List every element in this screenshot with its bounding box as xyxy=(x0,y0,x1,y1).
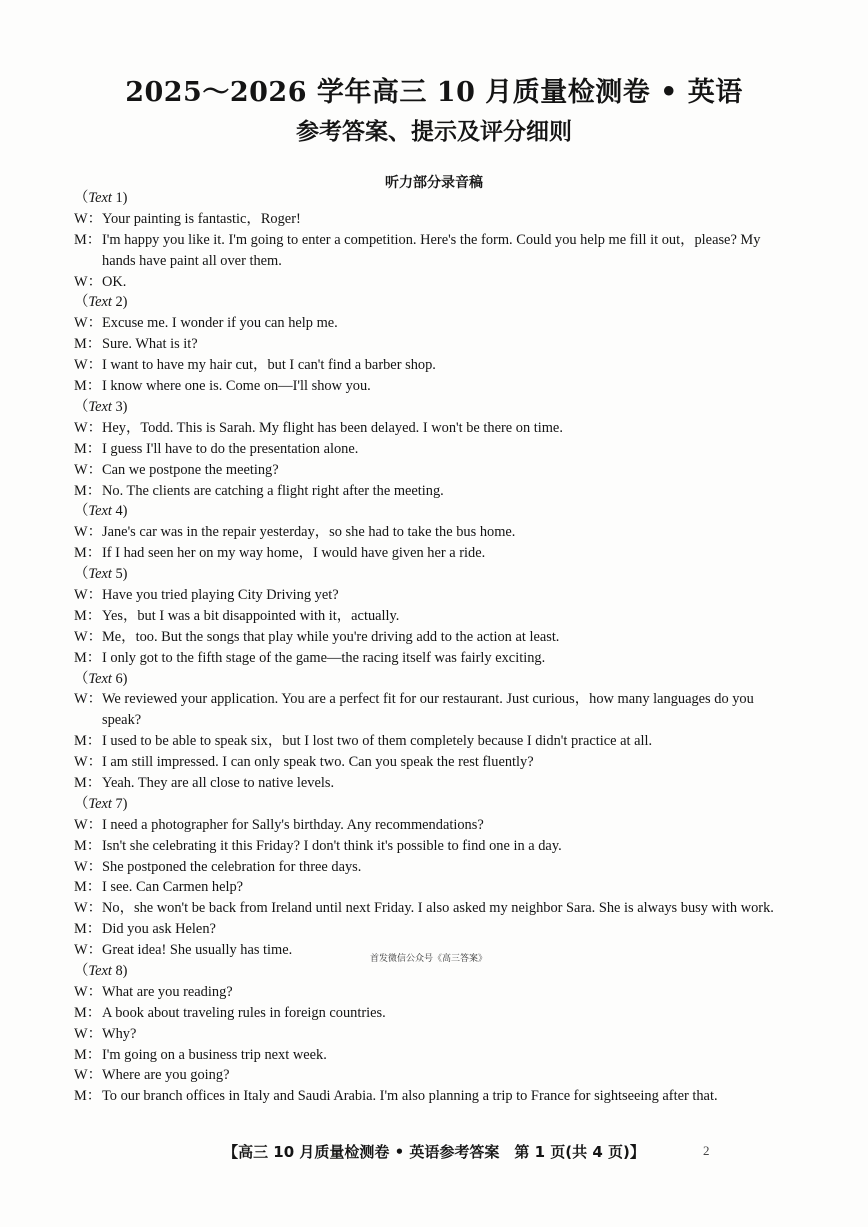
text-section-label xyxy=(74,292,796,313)
dialogue-text: I'm going on a business trip next week. xyxy=(102,1046,327,1063)
dialogue-line xyxy=(74,877,796,898)
dialogue-line xyxy=(74,773,796,794)
dialogue-line xyxy=(74,731,796,752)
dialogue-text: Your painting is fantastic，Roger! xyxy=(102,210,301,227)
label-word: Text xyxy=(88,566,112,583)
dialogue-line xyxy=(74,1024,796,1045)
dialogue-text: Did you ask Helen? xyxy=(102,921,216,938)
label-paren: （ xyxy=(74,294,89,311)
label-paren: （ xyxy=(74,670,89,687)
dialogue-line xyxy=(74,481,796,502)
speaker-tag: W： xyxy=(74,419,102,436)
dialogue-line xyxy=(74,982,796,1003)
dialogue-line xyxy=(74,439,796,460)
speaker-tag: M： xyxy=(74,440,102,457)
dialogue-text: Sure. What is it? xyxy=(102,336,198,353)
dialogue-text: Isn't she celebrating it this Friday? I don't think it's possible to find one in a day. xyxy=(102,837,562,854)
dialogue-text: I'm happy you like it. I'm going to enter a competition. Here's the form. Could you help me fill it out，please? My hands have paint all over them. xyxy=(102,231,761,269)
page-footer: 【高三 10 月质量检测卷 • 英语参考答案 第 1 页(共 4 页)】 xyxy=(223,1143,645,1161)
dialogue-line xyxy=(74,522,796,543)
dialogue-text: I guess I'll have to do the presentation alone. xyxy=(102,440,359,457)
dialogue-line xyxy=(74,313,796,334)
page-mark: 2 xyxy=(703,1143,710,1158)
dialogue-text: Where are you going? xyxy=(102,1067,230,1084)
dialogue-line xyxy=(74,334,796,355)
speaker-tag: M： xyxy=(74,1004,102,1021)
speaker-tag: M： xyxy=(74,545,102,562)
dialogue-line xyxy=(74,648,796,669)
document-title: 2025～2026 学年高三 10 月质量检测卷 • 英语 xyxy=(125,77,743,108)
listening-transcript xyxy=(74,188,796,1107)
dialogue-line xyxy=(74,209,796,230)
speaker-tag: W： xyxy=(74,858,102,875)
dialogue-text: Can we postpone the meeting? xyxy=(102,461,279,478)
label-number: 7) xyxy=(111,795,128,812)
speaker-tag: W： xyxy=(74,1067,102,1084)
dialogue-line xyxy=(74,1065,796,1086)
dialogue-text: Yes，but I was a bit disappointed with it，actually. xyxy=(102,607,400,624)
dialogue-text: I used to be able to speak six，but I lost two of them completely because I didn't practice at all. xyxy=(102,733,653,750)
dialogue-text: I see. Can Carmen help? xyxy=(102,879,244,896)
label-paren: （ xyxy=(74,190,89,206)
label-paren: （ xyxy=(74,503,89,520)
dialogue-text: What are you reading? xyxy=(102,983,233,1000)
dialogue-line xyxy=(74,836,796,857)
label-word: Text xyxy=(88,294,112,311)
speaker-tag: W： xyxy=(74,586,102,603)
label-number: 5) xyxy=(111,566,128,583)
speaker-tag: M： xyxy=(74,607,102,624)
dialogue-text: If I had seen her on my way home，I would have given her a ride. xyxy=(102,545,486,562)
text-section-label xyxy=(74,669,796,690)
speaker-tag: W： xyxy=(74,357,102,374)
dialogue-text: Excuse me. I wonder if you can help me. xyxy=(102,315,338,332)
dialogue-text: She postponed the celebration for three days. xyxy=(102,858,362,875)
dialogue-line xyxy=(74,627,796,648)
speaker-tag: M： xyxy=(74,231,102,248)
speaker-tag: M： xyxy=(74,1088,102,1105)
dialogue-text: Jane's car was in the repair yesterday，so she had to take the bus home. xyxy=(102,524,516,541)
dialogue-text: To our branch offices in Italy and Saudi Arabia. I'm also planning a trip to France for sightseeing after that. xyxy=(102,1088,718,1105)
label-number: 8) xyxy=(111,963,128,980)
dialogue-text: Me，too. But the songs that play while you're driving add to the action at least. xyxy=(102,628,560,645)
label-number: 2) xyxy=(111,294,128,311)
label-word: Text xyxy=(88,503,112,520)
dialogue-line xyxy=(74,418,796,439)
speaker-tag: W： xyxy=(74,524,102,541)
dialogue-text: No，she won't be back from Ireland until next Friday. I also asked my neighbor Sara. She is always busy with work. xyxy=(102,900,774,917)
speaker-tag: M： xyxy=(74,336,102,353)
speaker-tag: M： xyxy=(74,879,102,896)
watermark-text: 首发微信公众号《高三答案》 xyxy=(370,954,488,964)
dialogue-text: I know where one is. Come on—I'll show you. xyxy=(102,378,371,395)
label-number: 4) xyxy=(111,503,128,520)
dialogue-text: A book about traveling rules in foreign countries. xyxy=(102,1004,386,1021)
speaker-tag: W： xyxy=(74,210,102,227)
speaker-tag: W： xyxy=(74,900,102,917)
dialogue-text: Hey，Todd. This is Sarah. My flight has been delayed. I won't be there on time. xyxy=(102,419,563,436)
speaker-tag: W： xyxy=(74,691,102,708)
dialogue-text: Yeah. They are all close to native levels. xyxy=(102,775,335,791)
speaker-tag: W： xyxy=(74,942,102,959)
speaker-tag: W： xyxy=(74,461,102,478)
dialogue-line xyxy=(74,606,796,627)
speaker-tag: W： xyxy=(74,816,102,833)
dialogue-line xyxy=(74,376,796,397)
dialogue-text: Great idea! She usually has time. xyxy=(102,942,293,959)
dialogue-line xyxy=(74,585,796,606)
text-section-label xyxy=(74,397,796,418)
speaker-tag: W： xyxy=(74,628,102,645)
speaker-tag: W： xyxy=(74,315,102,332)
speaker-tag: M： xyxy=(74,482,102,499)
dialogue-line xyxy=(74,857,796,878)
label-word: Text xyxy=(88,398,112,415)
dialogue-text: I want to have my hair cut，but I can't find a barber shop. xyxy=(102,357,436,374)
text-section-label xyxy=(74,188,796,209)
label-paren: （ xyxy=(74,795,89,812)
speaker-tag: W： xyxy=(74,983,102,1000)
dialogue-line xyxy=(74,355,796,376)
label-paren: （ xyxy=(74,398,89,415)
dialogue-line xyxy=(74,543,796,564)
dialogue-text: Have you tried playing City Driving yet? xyxy=(102,586,339,603)
speaker-tag: M： xyxy=(74,837,102,854)
label-number: 1) xyxy=(111,190,128,206)
dialogue-line xyxy=(74,1045,796,1066)
document-subtitle: 参考答案、提示及评分细则 xyxy=(296,119,572,145)
label-number: 3) xyxy=(111,398,128,415)
label-word: Text xyxy=(88,190,112,206)
label-paren: （ xyxy=(74,963,89,980)
text-section-label xyxy=(74,501,796,522)
dialogue-line xyxy=(74,815,796,836)
label-number: 6) xyxy=(111,670,128,687)
text-section-label xyxy=(74,794,796,815)
dialogue-line xyxy=(74,898,796,919)
text-section-label xyxy=(74,961,796,982)
dialogue-text: I only got to the fifth stage of the game—the racing itself was fairly exciting. xyxy=(102,649,546,666)
dialogue-line xyxy=(74,230,796,272)
dialogue-text: No. The clients are catching a flight right after the meeting. xyxy=(102,482,444,499)
text-section-label xyxy=(74,564,796,585)
label-paren: （ xyxy=(74,566,89,583)
dialogue-line xyxy=(74,919,796,940)
dialogue-text: I need a photographer for Sally's birthday. Any recommendations? xyxy=(102,816,484,833)
dialogue-text: I am still impressed. I can only speak two. Can you speak the rest fluently? xyxy=(102,754,534,771)
speaker-tag: W： xyxy=(74,1025,102,1042)
section-title: 听力部分录音稿 xyxy=(385,175,483,191)
dialogue-line xyxy=(74,689,796,731)
dialogue-line xyxy=(74,272,796,293)
label-word: Text xyxy=(88,795,112,812)
dialogue-line xyxy=(74,1003,796,1024)
dialogue-line xyxy=(74,752,796,773)
speaker-tag: M： xyxy=(74,775,102,791)
dialogue-text: We reviewed your application. You are a perfect fit for our restaurant. Just curious，how many languages do you speak? xyxy=(102,691,754,729)
speaker-tag: M： xyxy=(74,378,102,395)
label-word: Text xyxy=(88,963,112,980)
speaker-tag: W： xyxy=(74,754,102,771)
dialogue-text: Why? xyxy=(102,1025,137,1042)
speaker-tag: M： xyxy=(74,921,102,938)
speaker-tag: W： xyxy=(74,273,102,290)
label-word: Text xyxy=(88,670,112,687)
speaker-tag: M： xyxy=(74,649,102,666)
dialogue-text: OK. xyxy=(102,273,127,290)
dialogue-line xyxy=(74,1086,796,1107)
dialogue-line xyxy=(74,460,796,481)
speaker-tag: M： xyxy=(74,733,102,750)
speaker-tag: M： xyxy=(74,1046,102,1063)
